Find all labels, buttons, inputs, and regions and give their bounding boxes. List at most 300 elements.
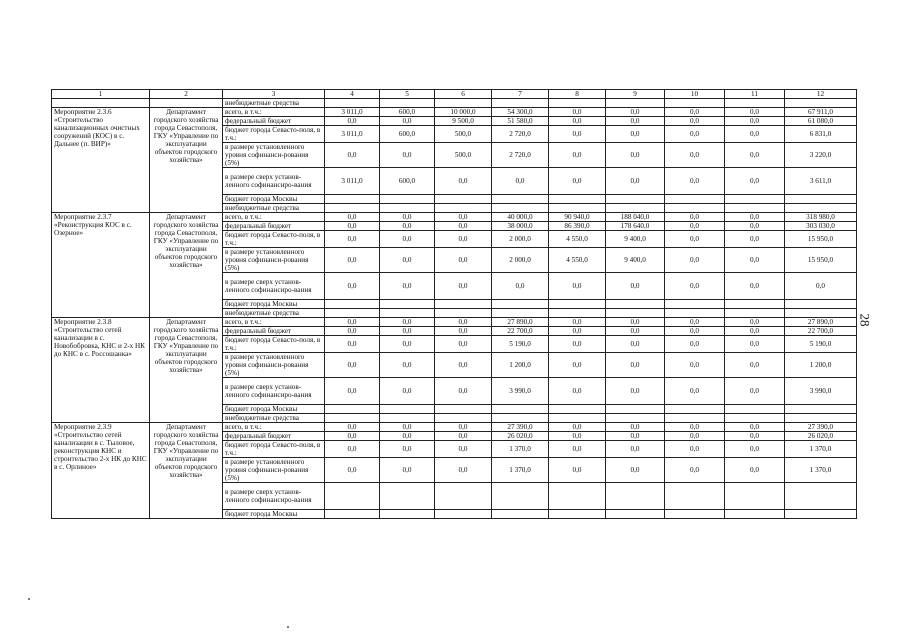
amount-cell: 0,0 [549, 336, 606, 353]
amount-cell [435, 300, 492, 309]
amount-cell [785, 405, 857, 414]
col-header-11: 11 [725, 90, 785, 99]
amount-cell: 1 370,0 [785, 458, 857, 483]
amount-cell: 4 550,0 [549, 248, 606, 273]
amount-cell [725, 510, 785, 519]
amount-cell: 0,0 [725, 378, 785, 405]
amount-cell: 0,0 [725, 222, 785, 231]
amount-cell: 3 011,0 [325, 126, 380, 143]
amount-cell: 0,0 [665, 353, 725, 378]
amount-cell: 0,0 [725, 248, 785, 273]
funding-table [51, 89, 857, 519]
amount-cell: 0,0 [549, 432, 606, 441]
amount-cell: 0,0 [785, 273, 857, 300]
page-number: 28 [857, 313, 873, 327]
amount-cell [492, 510, 549, 519]
amount-cell: 0,0 [380, 273, 435, 300]
amount-cell: 0,0 [725, 231, 785, 248]
source-label: федеральный бюджет [223, 327, 325, 336]
source-label: всего, в т.ч.: [223, 318, 325, 327]
amount-cell: 318 980,0 [785, 213, 857, 222]
amount-cell [325, 414, 380, 423]
amount-cell: 3 990,0 [492, 378, 549, 405]
amount-cell: 0,0 [435, 353, 492, 378]
amount-cell: 600,0 [380, 168, 435, 195]
amount-cell: 0,0 [435, 378, 492, 405]
amount-cell: 0,0 [549, 458, 606, 483]
amount-cell [435, 405, 492, 414]
table-row [52, 99, 857, 108]
amount-cell: 0,0 [549, 327, 606, 336]
amount-cell: 0,0 [725, 168, 785, 195]
amount-cell: 0,0 [665, 458, 725, 483]
amount-cell [380, 510, 435, 519]
amount-cell: 1 370,0 [492, 441, 549, 458]
amount-cell [492, 300, 549, 309]
amount-cell: 0,0 [435, 248, 492, 273]
amount-cell: 0,0 [549, 143, 606, 168]
amount-cell: 0,0 [549, 126, 606, 143]
amount-cell: 0,0 [380, 117, 435, 126]
amount-cell: 0,0 [325, 318, 380, 327]
source-label: бюджет города Севасто-поля, в т.ч.: [223, 336, 325, 353]
amount-cell: 0,0 [435, 213, 492, 222]
amount-cell: 188 040,0 [606, 213, 665, 222]
amount-cell [380, 405, 435, 414]
amount-cell [435, 414, 492, 423]
amount-cell [549, 483, 606, 510]
amount-cell: 0,0 [325, 423, 380, 432]
amount-cell: 0,0 [549, 378, 606, 405]
amount-cell: 0,0 [725, 353, 785, 378]
amount-cell: 0,0 [665, 441, 725, 458]
amount-cell: 0,0 [665, 213, 725, 222]
measure-title: Мероприятие 2.3.9 «Строительство сетей канализации в с. Тыловое, реконструкция КНС и строительство 2-х НК до КНС в с. Орлиное» [52, 423, 150, 519]
amount-cell: 0,0 [492, 168, 549, 195]
amount-cell: 0,0 [606, 336, 665, 353]
amount-cell [785, 204, 857, 213]
amount-cell: 3 011,0 [325, 108, 380, 117]
amount-cell [325, 483, 380, 510]
amount-cell: 0,0 [549, 273, 606, 300]
col-header-12: 12 [785, 90, 857, 99]
amount-cell: 0,0 [665, 327, 725, 336]
col-header-5: 5 [380, 90, 435, 99]
col-header-8: 8 [549, 90, 606, 99]
amount-cell: 38 000,0 [492, 222, 549, 231]
amount-cell: 15 950,0 [785, 248, 857, 273]
amount-cell: 61 080,0 [785, 117, 857, 126]
col-header-2: 2 [150, 90, 223, 99]
amount-cell [380, 204, 435, 213]
amount-cell: 0,0 [665, 126, 725, 143]
table-row [52, 213, 857, 222]
amount-cell: 0,0 [380, 378, 435, 405]
amount-cell: 0,0 [606, 273, 665, 300]
amount-cell [725, 483, 785, 510]
amount-cell: 2 000,0 [492, 248, 549, 273]
amount-cell: 2 000,0 [492, 231, 549, 248]
amount-cell: 0,0 [325, 273, 380, 300]
amount-cell: 0,0 [606, 378, 665, 405]
amount-cell [606, 510, 665, 519]
source-label: бюджет города Москвы [223, 405, 325, 414]
amount-cell [325, 195, 380, 204]
amount-cell: 10 000,0 [435, 108, 492, 117]
source-label: бюджет города Севасто-поля, в т.ч.: [223, 126, 325, 143]
amount-cell: 0,0 [325, 336, 380, 353]
amount-cell [665, 195, 725, 204]
amount-cell [435, 483, 492, 510]
amount-cell [380, 483, 435, 510]
amount-cell: 0,0 [665, 143, 725, 168]
amount-cell [492, 414, 549, 423]
source-label: бюджет города Севасто-поля, в т.ч.: [223, 441, 325, 458]
amount-cell [665, 204, 725, 213]
amount-cell [549, 204, 606, 213]
amount-cell [606, 414, 665, 423]
amount-cell: 0,0 [606, 126, 665, 143]
table-row [52, 423, 857, 432]
amount-cell [665, 483, 725, 510]
amount-cell [325, 204, 380, 213]
amount-cell: 600,0 [380, 126, 435, 143]
amount-cell: 3 990,0 [785, 378, 857, 405]
amount-cell [492, 195, 549, 204]
amount-cell: 0,0 [606, 117, 665, 126]
amount-cell: 0,0 [435, 336, 492, 353]
amount-cell: 54 300,0 [492, 108, 549, 117]
amount-cell [725, 204, 785, 213]
source-label: внебюджетные средства [223, 414, 325, 423]
amount-cell [549, 405, 606, 414]
column-number-header [52, 90, 857, 99]
amount-cell: 0,0 [725, 117, 785, 126]
amount-cell: 0,0 [725, 423, 785, 432]
amount-cell [785, 510, 857, 519]
measure-title: Мероприятие 2.3.6 «Строительство канализационных очистных сооружений (КОС) в с. Дальнее (п. ВИР)» [52, 108, 150, 213]
amount-cell: 15 950,0 [785, 231, 857, 248]
amount-cell: 0,0 [665, 248, 725, 273]
amount-cell: 0,0 [725, 108, 785, 117]
amount-cell: 0,0 [380, 441, 435, 458]
amount-cell: 27 390,0 [785, 423, 857, 432]
amount-cell: 600,0 [380, 108, 435, 117]
amount-cell: 0,0 [606, 168, 665, 195]
source-label: внебюджетные средства [223, 309, 325, 318]
amount-cell: 0,0 [380, 432, 435, 441]
measure-title: Мероприятие 2.3.7 «Реконструкция КОС в с. Озерное» [52, 213, 150, 318]
amount-cell: 0,0 [725, 318, 785, 327]
amount-cell: 0,0 [725, 273, 785, 300]
amount-cell: 0,0 [549, 108, 606, 117]
table-row [52, 108, 857, 117]
amount-cell: 9 400,0 [606, 248, 665, 273]
col-header-1: 1 [52, 90, 150, 99]
source-label: в размере установленного уровня софинанси-рования (5%) [223, 353, 325, 378]
amount-cell [492, 405, 549, 414]
amount-cell [785, 300, 857, 309]
amount-cell [549, 300, 606, 309]
amount-cell: 0,0 [435, 273, 492, 300]
amount-cell: 0,0 [665, 423, 725, 432]
amount-cell: 2 720,0 [492, 143, 549, 168]
col-header-3: 3 [223, 90, 325, 99]
amount-cell: 0,0 [380, 353, 435, 378]
amount-cell: 0,0 [435, 327, 492, 336]
amount-cell: 0,0 [435, 432, 492, 441]
amount-cell [665, 309, 725, 318]
amount-cell: 40 000,0 [492, 213, 549, 222]
amount-cell: 0,0 [606, 423, 665, 432]
amount-cell [606, 309, 665, 318]
amount-cell [785, 414, 857, 423]
amount-cell: 0,0 [665, 222, 725, 231]
source-label: бюджет города Москвы [223, 195, 325, 204]
amount-cell: 0,0 [380, 458, 435, 483]
amount-cell: 0,0 [725, 432, 785, 441]
amount-cell: 0,0 [606, 458, 665, 483]
amount-cell: 0,0 [380, 222, 435, 231]
amount-cell [785, 195, 857, 204]
amount-cell: 3 011,0 [325, 168, 380, 195]
amount-cell [606, 300, 665, 309]
amount-cell: 0,0 [606, 318, 665, 327]
amount-cell: 0,0 [325, 231, 380, 248]
amount-cell: 0,0 [325, 117, 380, 126]
amount-cell: 0,0 [325, 143, 380, 168]
amount-cell: 0,0 [665, 318, 725, 327]
source-label: федеральный бюджет [223, 432, 325, 441]
amount-cell [785, 483, 857, 510]
col-header-10: 10 [665, 90, 725, 99]
amount-cell: 0,0 [725, 213, 785, 222]
amount-cell [606, 204, 665, 213]
amount-cell: 51 580,0 [492, 117, 549, 126]
amount-cell: 0,0 [380, 143, 435, 168]
amount-cell: 0,0 [549, 318, 606, 327]
amount-cell: 0,0 [665, 273, 725, 300]
amount-cell [725, 414, 785, 423]
source-label: бюджет города Севасто-поля, в т.ч.: [223, 231, 325, 248]
amount-cell: 0,0 [725, 126, 785, 143]
amount-cell [325, 405, 380, 414]
amount-cell: 0,0 [549, 117, 606, 126]
amount-cell: 0,0 [380, 231, 435, 248]
amount-cell: 0,0 [435, 222, 492, 231]
amount-cell: 3 220,0 [785, 143, 857, 168]
amount-cell: 0,0 [606, 143, 665, 168]
source-label: в размере сверх установ-ленного софинансиро-вания [223, 483, 325, 510]
source-label: федеральный бюджет [223, 117, 325, 126]
amount-cell [435, 204, 492, 213]
amount-cell [492, 204, 549, 213]
amount-cell: 0,0 [665, 108, 725, 117]
amount-cell [325, 309, 380, 318]
amount-cell: 9 400,0 [606, 231, 665, 248]
amount-cell: 0,0 [435, 458, 492, 483]
source-label: в размере сверх установ-ленного софинансиро-вания [223, 378, 325, 405]
amount-cell: 0,0 [435, 231, 492, 248]
amount-cell: 0,0 [380, 213, 435, 222]
amount-cell: 0,0 [325, 458, 380, 483]
amount-cell: 178 640,0 [606, 222, 665, 231]
amount-cell: 0,0 [549, 353, 606, 378]
amount-cell [725, 195, 785, 204]
amount-cell [785, 309, 857, 318]
amount-cell [725, 300, 785, 309]
source-label: внебюджетные средства [223, 204, 325, 213]
amount-cell: 0,0 [725, 441, 785, 458]
amount-cell: 22 700,0 [492, 327, 549, 336]
amount-cell [665, 414, 725, 423]
amount-cell: 0,0 [549, 441, 606, 458]
amount-cell: 27 890,0 [492, 318, 549, 327]
amount-cell [380, 300, 435, 309]
amount-cell [725, 405, 785, 414]
col-header-7: 7 [492, 90, 549, 99]
col-header-6: 6 [435, 90, 492, 99]
amount-cell: 0,0 [665, 117, 725, 126]
amount-cell: 1 370,0 [492, 458, 549, 483]
amount-cell: 0,0 [725, 327, 785, 336]
responsible-org: Департамент городского хозяйства города Севастополя, ГКУ «Управление по эксплуатации объектов городского хозяйства» [150, 108, 223, 213]
amount-cell: 2 720,0 [492, 126, 549, 143]
amount-cell: 27 890,0 [785, 318, 857, 327]
amount-cell: 5 190,0 [492, 336, 549, 353]
amount-cell: 0,0 [435, 318, 492, 327]
amount-cell: 500,0 [435, 126, 492, 143]
amount-cell: 1 200,0 [785, 353, 857, 378]
amount-cell: 0,0 [325, 441, 380, 458]
measure-title: Мероприятие 2.3.8 «Строительство сетей канализации в с. Новобобровка, КНС и 2-х НК до КНС в с. Россошанка» [52, 318, 150, 423]
amount-cell: 0,0 [325, 222, 380, 231]
amount-cell: 26 020,0 [492, 432, 549, 441]
amount-cell: 0,0 [606, 432, 665, 441]
amount-cell: 26 020,0 [785, 432, 857, 441]
amount-cell: 0,0 [665, 432, 725, 441]
amount-cell: 0,0 [380, 423, 435, 432]
amount-cell: 0,0 [492, 273, 549, 300]
amount-cell: 0,0 [325, 327, 380, 336]
amount-cell: 0,0 [435, 423, 492, 432]
responsible-org: Департамент городского хозяйства города Севастополя, ГКУ «Управление по эксплуатации объектов городского хозяйства» [150, 318, 223, 423]
amount-cell [380, 309, 435, 318]
amount-cell: 0,0 [325, 248, 380, 273]
col-header-4: 4 [325, 90, 380, 99]
amount-cell [665, 405, 725, 414]
amount-cell: 0,0 [435, 441, 492, 458]
source-label: в размере установленного уровня софинанси-рования (5%) [223, 458, 325, 483]
amount-cell: 67 911,0 [785, 108, 857, 117]
table-row [52, 318, 857, 327]
amount-cell [549, 510, 606, 519]
amount-cell [549, 309, 606, 318]
amount-cell: 1 370,0 [785, 441, 857, 458]
source-label: в размере установленного уровня софинанси-рования (5%) [223, 143, 325, 168]
amount-cell [435, 195, 492, 204]
amount-cell: 0,0 [606, 108, 665, 117]
amount-cell [380, 414, 435, 423]
amount-cell: 86 390,0 [549, 222, 606, 231]
amount-cell: 0,0 [549, 423, 606, 432]
amount-cell: 0,0 [325, 213, 380, 222]
amount-cell: 9 500,0 [435, 117, 492, 126]
amount-cell [606, 405, 665, 414]
amount-cell: 0,0 [325, 353, 380, 378]
amount-cell: 0,0 [380, 318, 435, 327]
source-label: внебюджетные средства [223, 99, 325, 108]
amount-cell: 1 200,0 [492, 353, 549, 378]
amount-cell [325, 510, 380, 519]
amount-cell: 0,0 [380, 336, 435, 353]
source-label: бюджет города Москвы [223, 300, 325, 309]
amount-cell [606, 195, 665, 204]
amount-cell: 303 030,0 [785, 222, 857, 231]
source-label: в размере установленного уровня софинанси-рования (5%) [223, 248, 325, 273]
source-label: бюджет города Москвы [223, 510, 325, 519]
amount-cell: 90 940,0 [549, 213, 606, 222]
responsible-org: Департамент городского хозяйства города Севастополя, ГКУ «Управление по эксплуатации объектов городского хозяйства» [150, 423, 223, 519]
amount-cell: 0,0 [725, 143, 785, 168]
col-header-9: 9 [606, 90, 665, 99]
amount-cell [665, 510, 725, 519]
amount-cell [435, 309, 492, 318]
amount-cell [549, 414, 606, 423]
amount-cell: 0,0 [606, 353, 665, 378]
amount-cell: 5 190,0 [785, 336, 857, 353]
source-label: всего, в т.ч.: [223, 213, 325, 222]
amount-cell: 0,0 [665, 336, 725, 353]
amount-cell: 6 831,0 [785, 126, 857, 143]
source-label: в размере сверх установ-ленного софинансиро-вания [223, 273, 325, 300]
amount-cell: 27 390,0 [492, 423, 549, 432]
scan-speck [287, 626, 289, 628]
amount-cell: 0,0 [549, 168, 606, 195]
amount-cell [492, 309, 549, 318]
amount-cell: 0,0 [606, 327, 665, 336]
amount-cell: 0,0 [606, 441, 665, 458]
source-label: в размере сверх установ-ленного софинансиро-вания [223, 168, 325, 195]
amount-cell [325, 300, 380, 309]
amount-cell: 3 611,0 [785, 168, 857, 195]
amount-cell: 500,0 [435, 143, 492, 168]
amount-cell [435, 510, 492, 519]
source-label: всего, в т.ч.: [223, 108, 325, 117]
amount-cell: 0,0 [325, 432, 380, 441]
amount-cell: 0,0 [665, 231, 725, 248]
amount-cell: 0,0 [380, 327, 435, 336]
amount-cell [606, 483, 665, 510]
amount-cell: 0,0 [725, 336, 785, 353]
amount-cell: 0,0 [325, 378, 380, 405]
amount-cell: 4 550,0 [549, 231, 606, 248]
source-label: всего, в т.ч.: [223, 423, 325, 432]
scan-speck [28, 598, 30, 600]
amount-cell: 0,0 [665, 378, 725, 405]
amount-cell: 0,0 [380, 248, 435, 273]
amount-cell: 0,0 [725, 458, 785, 483]
source-label: федеральный бюджет [223, 222, 325, 231]
amount-cell [492, 483, 549, 510]
amount-cell: 0,0 [435, 168, 492, 195]
amount-cell: 22 700,0 [785, 327, 857, 336]
amount-cell: 0,0 [665, 168, 725, 195]
amount-cell [380, 195, 435, 204]
responsible-org: Департамент городского хозяйства города Севастополя, ГКУ «Управление по эксплуатации объектов городского хозяйства» [150, 213, 223, 318]
amount-cell [665, 300, 725, 309]
amount-cell [725, 309, 785, 318]
